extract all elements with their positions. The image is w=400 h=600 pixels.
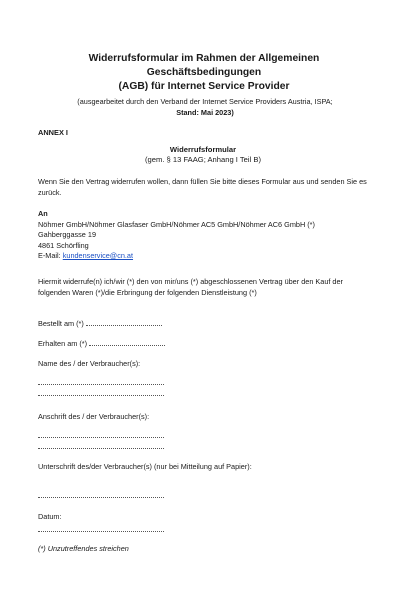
- address-label: Anschrift des / der Verbraucher(s):: [38, 412, 150, 421]
- address-city: 4861 Schörfling: [38, 240, 89, 250]
- address-an: An: [38, 209, 48, 218]
- ordered-label: Bestellt am (*): [38, 319, 84, 328]
- footnote: (*) Unzutreffendes streichen: [38, 544, 129, 553]
- signature-field[interactable]: [38, 497, 164, 498]
- document-title: Widerrufsformular im Rahmen der Allgemeinen Geschäftsbedingungen (AGB) für Internet Service Provider: [88, 53, 320, 92]
- name-field-line-1[interactable]: [38, 384, 164, 385]
- address-field-line-1[interactable]: [38, 437, 164, 438]
- received-label: Erhalten am (*): [38, 339, 88, 348]
- email-link[interactable]: kundenservice@cn.at: [62, 251, 134, 260]
- received-row: [38, 338, 165, 350]
- address-field-line-2[interactable]: [38, 448, 164, 449]
- form-heading: [38, 145, 368, 165]
- address-street: Gahberggasse 19: [38, 230, 97, 239]
- declaration-paragraph: Hiermit widerrufe(n) ich/wir (*) den von mir/uns (*) abgeschlossenen Vertrag über den Kauf der folgenden Waren (*)/die Erbringung der folgenden Dienstleistung (*): [38, 277, 343, 297]
- form-subtitle: (gem. § 13 FAAG; Anhang I Teil B): [145, 155, 261, 164]
- address-company: Nöhmer GmbH/Nöhmer Glasfaser GmbH/Nöhmer AC5 GmbH/Nöhmer AC6 GmbH (*): [38, 219, 315, 229]
- intro-paragraph: Wenn Sie den Vertrag widerrufen wollen, dann füllen Sie bitte dieses Formular aus und senden Sie es zurück.: [38, 177, 367, 197]
- ordered-row: [38, 318, 162, 330]
- signature-label: Unterschrift des/der Verbraucher(s) (nur bei Mitteilung auf Papier):: [38, 462, 252, 471]
- recipient-address: [38, 209, 368, 262]
- form-title: Widerrufsformular: [169, 145, 237, 154]
- received-field[interactable]: [89, 338, 165, 346]
- ordered-field[interactable]: [86, 318, 162, 326]
- name-field-line-2[interactable]: [38, 395, 164, 396]
- document-subnote: (ausgearbeitet durch den Verband der Internet Service Providers Austria, ISPA; Stand: Mai 2023): [77, 97, 333, 117]
- date-field[interactable]: [38, 531, 164, 532]
- date-label: Datum:: [38, 512, 62, 521]
- name-label: Name des / der Verbraucher(s):: [38, 359, 141, 368]
- address-email-line: E-Mail: kundenservice@cn.at: [38, 251, 134, 260]
- annex-label: ANNEX I: [38, 128, 68, 137]
